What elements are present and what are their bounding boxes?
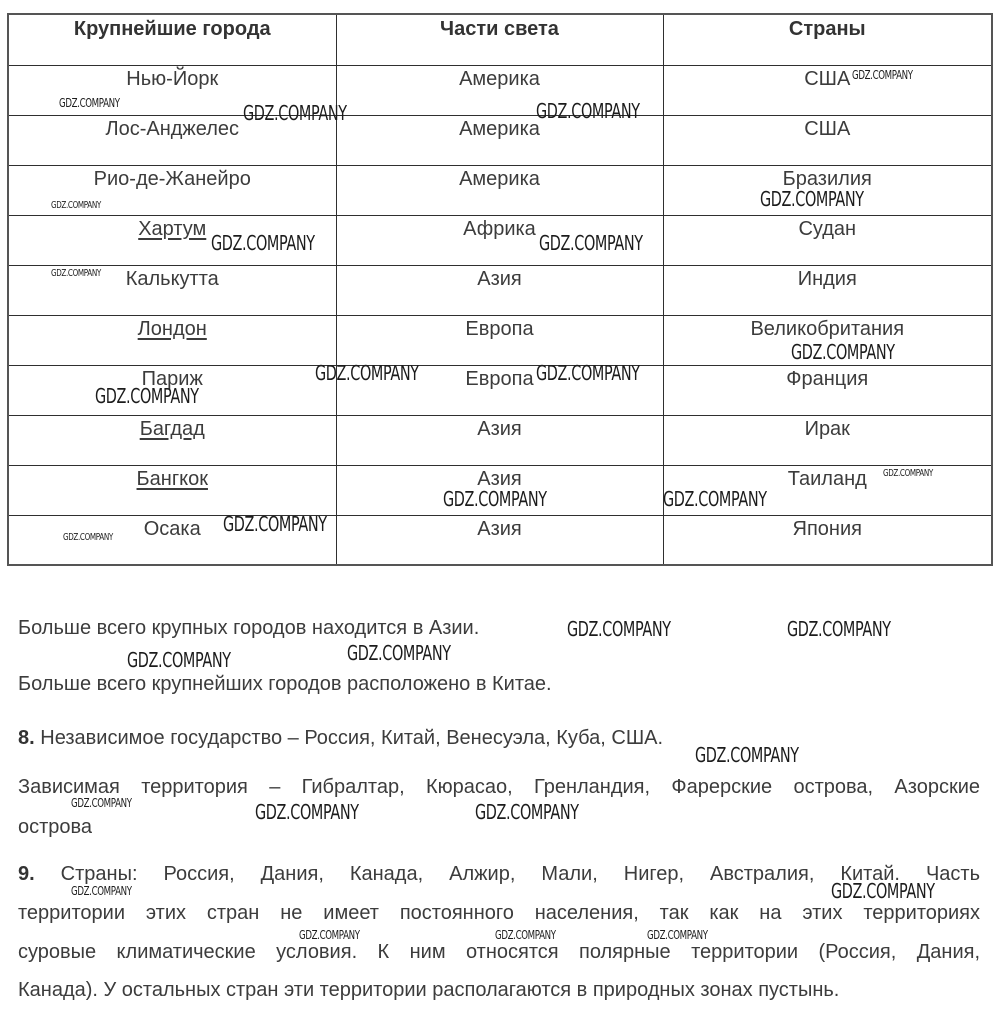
watermark: GDZ.COMPANY <box>63 532 113 543</box>
watermark: GDZ.COMPANY <box>71 884 132 898</box>
answer-9-line-4: Канада). У остальных стран эти территории располагаются в природных зонах пустынь. <box>18 979 840 1001</box>
watermark: GDZ.COMPANY <box>567 617 671 641</box>
city-cell: Нью-Йорк <box>8 65 336 115</box>
table-row <box>8 215 992 265</box>
part-cell: Европа <box>336 315 663 365</box>
table-row <box>8 265 992 315</box>
answer-paragraph-asia: Больше всего крупных городов находится в Азии. <box>18 617 480 639</box>
country-cell: Франция <box>663 365 992 415</box>
answer-8-line-2: Зависимая территория – Гибралтар, Кюрасао, Гренландия, Фарерские острова, Азорские <box>18 776 980 798</box>
answer-9-line-1: 9. Страны: Россия, Дания, Канада, Алжир, Мали, Нигер, Австралия, Китай. Часть <box>18 863 980 885</box>
watermark: GDZ.COMPANY <box>51 268 101 279</box>
part-cell: Азия <box>336 415 663 465</box>
answer-8-line-3: острова <box>18 816 93 838</box>
watermark: GDZ.COMPANY <box>663 487 767 511</box>
watermark: GDZ.COMPANY <box>695 743 799 767</box>
part-cell: Африка <box>336 215 663 265</box>
cities-table <box>7 13 993 566</box>
watermark: GDZ.COMPANY <box>255 800 359 824</box>
watermark: GDZ.COMPANY <box>647 928 708 942</box>
country-cell: Япония <box>663 515 992 565</box>
country-cell: Индия <box>663 265 992 315</box>
watermark: GDZ.COMPANY <box>299 928 360 942</box>
part-cell: Америка <box>336 65 663 115</box>
watermark: GDZ.COMPANY <box>883 468 933 479</box>
city-cell: Осака <box>8 515 336 565</box>
country-cell: США <box>663 115 992 165</box>
part-cell: Америка <box>336 115 663 165</box>
table-row <box>8 65 992 115</box>
answer-9-line-2: территории этих стран не имеет постоянного населения, так как на этих территориях <box>18 902 980 924</box>
header-countries: Страны <box>663 14 992 65</box>
country-cell: США <box>663 65 992 115</box>
city-cell: Хартум <box>8 215 336 265</box>
watermark: GDZ.COMPANY <box>852 68 913 82</box>
table-row <box>8 515 992 565</box>
watermark: GDZ.COMPANY <box>315 361 419 385</box>
answer-8-line-1: 8. Независимое государство – Россия, Китай, Венесуэла, Куба, США. <box>18 727 664 749</box>
city-cell: Багдад <box>8 415 336 465</box>
watermark: GDZ.COMPANY <box>51 200 101 211</box>
watermark: GDZ.COMPANY <box>211 231 315 255</box>
country-cell: Бразилия <box>663 165 992 215</box>
city-cell: Лондон <box>8 315 336 365</box>
table-header-row <box>8 14 992 65</box>
watermark: GDZ.COMPANY <box>495 928 556 942</box>
table-row <box>8 115 992 165</box>
table-row <box>8 165 992 215</box>
part-cell: Азия <box>336 465 663 515</box>
watermark: GDZ.COMPANY <box>760 187 864 211</box>
city-cell: Бангкок <box>8 465 336 515</box>
watermark: GDZ.COMPANY <box>536 99 640 123</box>
watermark: GDZ.COMPANY <box>127 648 231 672</box>
watermark: GDZ.COMPANY <box>787 617 891 641</box>
answer-paragraph-china: Больше всего крупнейших городов расположено в Китае. <box>18 673 552 695</box>
table-row <box>8 315 992 365</box>
watermark: GDZ.COMPANY <box>475 800 579 824</box>
watermark: GDZ.COMPANY <box>243 101 347 125</box>
table-row <box>8 415 992 465</box>
answer-9-line-3: суровые климатические условия. К ним относятся полярные территории (Россия, Дания, <box>18 941 980 963</box>
city-cell: Калькутта <box>8 265 336 315</box>
country-cell: Ирак <box>663 415 992 465</box>
city-cell: Лос-Анджелес <box>8 115 336 165</box>
country-cell: Таиланд <box>663 465 992 515</box>
city-cell: Рио-де-Жанейро <box>8 165 336 215</box>
watermark: GDZ.COMPANY <box>536 361 640 385</box>
city-cell: Париж <box>8 365 336 415</box>
header-cities: Крупнейшие города <box>8 14 336 65</box>
question-number-8: 8. <box>18 727 35 749</box>
table-row <box>8 365 992 415</box>
part-cell: Европа <box>336 365 663 415</box>
watermark: GDZ.COMPANY <box>59 96 120 110</box>
part-cell: Азия <box>336 265 663 315</box>
part-cell: Америка <box>336 165 663 215</box>
watermark: GDZ.COMPANY <box>347 641 451 665</box>
watermark: GDZ.COMPANY <box>539 231 643 255</box>
watermark: GDZ.COMPANY <box>95 384 199 408</box>
country-cell: Великобритания <box>663 315 992 365</box>
country-cell: Судан <box>663 215 992 265</box>
watermark: GDZ.COMPANY <box>71 796 132 810</box>
table-row <box>8 465 992 515</box>
part-cell: Азия <box>336 515 663 565</box>
question-number-9: 9. <box>18 863 35 885</box>
header-parts-of-world: Части света <box>336 14 663 65</box>
watermark: GDZ.COMPANY <box>791 340 895 364</box>
watermark: GDZ.COMPANY <box>223 512 327 536</box>
watermark: GDZ.COMPANY <box>443 487 547 511</box>
watermark: GDZ.COMPANY <box>831 879 935 903</box>
